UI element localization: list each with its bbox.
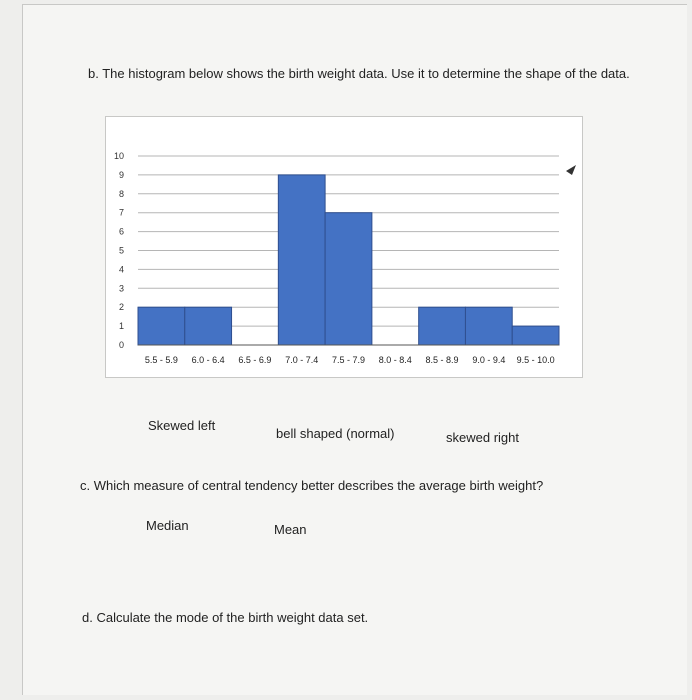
bar-6.0-6.4 [185, 307, 232, 345]
x-tick-label-2: 6.5 - 6.9 [238, 355, 272, 365]
option-bell-shaped[interactable]: bell shaped (normal) [276, 426, 395, 441]
x-tick-label-7: 9.0 - 9.4 [472, 355, 506, 365]
bar-7.0-7.4 [278, 175, 325, 345]
x-tick-label-3: 7.0 - 7.4 [285, 355, 319, 365]
y-tick-label-3: 3 [118, 283, 124, 294]
option-skewed-right[interactable]: skewed right [446, 430, 519, 445]
question-b: b. The histogram below shows the birth weight data. Use it to determine the shape of the data. [88, 66, 630, 81]
axis-arrow-icon [566, 165, 576, 175]
x-tick-label-1: 6.0 - 6.4 [191, 355, 225, 365]
x-tick-label-0: 5.5 - 5.9 [144, 355, 178, 365]
y-tick-label-7: 7 [118, 207, 124, 218]
option-mean[interactable]: Mean [274, 522, 307, 537]
option-skewed-left[interactable]: Skewed left [148, 418, 216, 433]
y-tick-label-8: 8 [118, 188, 124, 199]
y-tick-label-9: 9 [118, 169, 124, 180]
y-tick-label-4: 4 [118, 264, 124, 275]
histogram-frame [105, 116, 583, 378]
y-tick-label-6: 6 [118, 226, 124, 237]
x-tick-label-5: 8.0 - 8.4 [378, 355, 412, 365]
y-tick-label-2: 2 [118, 302, 124, 313]
bar-5.5-5.9 [138, 307, 185, 345]
bar-7.5-7.9 [325, 213, 372, 345]
bar-9.0-9.4 [465, 307, 512, 345]
bar-9.5-10.0 [512, 326, 559, 345]
x-tick-label-6: 8.5 - 8.9 [425, 355, 459, 365]
y-tick-label-1: 1 [118, 321, 124, 332]
option-median[interactable]: Median [146, 518, 189, 533]
question-c: c. Which measure of central tendency better describes the average birth weight? [80, 478, 544, 493]
bar-8.5-8.9 [419, 307, 466, 345]
x-tick-label-8: 9.5 - 10.0 [516, 355, 555, 365]
question-d: d. Calculate the mode of the birth weight data set. [82, 610, 369, 625]
x-tick-label-4: 7.5 - 7.9 [331, 355, 366, 365]
y-tick-label-0: 0 [118, 340, 124, 350]
y-tick-label-10: 10 [113, 151, 124, 161]
y-tick-label-5: 5 [118, 245, 124, 256]
histogram-chart [106, 117, 582, 377]
